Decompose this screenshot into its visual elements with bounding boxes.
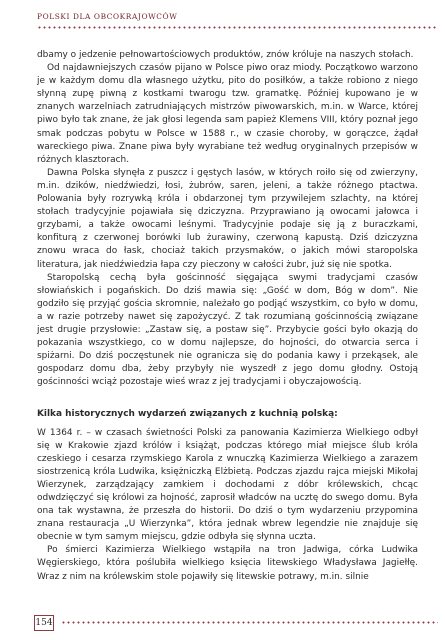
paragraph: Dawna Polska słynęła z puszcz i gęstych lasów, w których roiło się od zwierzyny, m.in. dzików, niedźwiedzi, łosi, żubrów, saren, jeleni, a także różnego ptactwa. Polowania były rozrywką króla i obdarzonej tym przywilejem szlachty, na której stołach tradycyjnie pojawiała się dziczyzna. Przyprawiano ją owocami jałowca i grzybami, a także owocami leśnymi. Tradycyjnie podaje się ją z buraczkami, konfiturą z czerwonej borówki lub żurawiny, czerwoną kapustą. Dziś dziczyzna znowu wraca do łask, chociaż takich przysmaków, o jakich mówi staropolska literatura, jak niedźwiedzia łapa czy pieczony w całości żubr, już się nie spotka. bbox=[37, 167, 418, 270]
paragraph: dbamy o jedzenie pełnowartościowych produktów, znów króluje na naszych stołach. bbox=[37, 50, 414, 60]
page-body bbox=[37, 49, 418, 584]
paragraph: Od najdawniejszych czasów pijano w Polsce piwo oraz miody. Początkowo warzono je w każdym domu dla własnego użytku, pito do posiłków, a także robiono z niego słynną zupę piwną z kostkami twarogu tzw. gramatkę. Później kupowano je w znanych warzelniach zatrudniających mistrzów piwowarskich, m.in. w Warce, której piwo było tak znane, że jak głosi legenda sam papież Klemens VIII, który poznał jego smak podczas pobytu w Polsce w 1588 r., w czasie choroby, w gorączce, żądał wareckiego piwa. Znane piwa były wyrabiane też według oryginalnych przepisów w różnych klasztorach. bbox=[37, 63, 418, 165]
running-title: POLSKI DLA OBCOKRAJOWCÓW bbox=[37, 12, 178, 21]
paragraph: Staropolską cechą była gościnność sięgająca swymi tradycjami czasów słowiańskich i pogańskich. Do dziś mawia się: „Gość w dom, Bóg w dom”. Nie godziło się przyjąć gościa skromnie, należało go podjąć wszystkim, co było w domu, a w razie potrzeby nawet się zapożyczyć. Z tak rozumianą gościnnością związane jest drugie przysłowie: „Zastaw się, a postaw się”. Przybycie gości było okazją do pokazania wszystkiego, co w domu najlepsze, do hojności, do otwarcia serca i spiżarni. Do dziś poczęstunek nie ogranicza się do podania kawy i przekąsek, ale gospodarz domu dba, żeby przybyły nie wyszedł z jego domu głodny. Ostoją gościnności wciąż pozostaje wieś wraz z jej tradycjami i obyczajowością. bbox=[37, 272, 418, 388]
footer-dotted-rule bbox=[61, 621, 438, 624]
page-header bbox=[37, 12, 437, 29]
page-footer bbox=[34, 615, 438, 631]
paragraph: Po śmierci Kazimierza Wielkiego wstąpiła na tron Jadwiga, córka Ludwika Węgierskiego, która poślubiła wielkiego księcia litewskiego Władysława Jagiełłę. Wraz z nim na królewskim stole pojawiły się litewskie potrawy, m.in. silnie bbox=[37, 545, 418, 582]
header-dotted-rule bbox=[37, 26, 437, 29]
paragraph: W 1364 r. – w czasach świetności Polski za panowania Kazimierza Wielkiego odbył się w Krakowie zjazd królów i książąt, podczas którego miał miejsce ślub króla czeskiego i cesarza rzymskiego Karola z wnuczką Kazimierza Wielkiego a zarazem siostrzenicą króla Ludwika, księżniczką Elżbietą. Podczas zjazdu rajca miejski Mikołaj Wierzynek, zarządzający zamkiem i dochodami z dóbr królewskich, chcąc odwdzięczyć się królowi za hojność, zaprosił władców na ucztę do swego domu. Była ona tak wystawna, że przeszła do historii. Do dziś o tym wydarzeniu przypomina znana restauracja „U Wierzynka”, która jednak wbrew legendzie nie znajduje się obecnie w tym samym miejscu, gdzie odbyła się słynna uczta. bbox=[37, 427, 418, 543]
section-heading: Kilka historycznych wydarzeń związanych z kuchnią polską: bbox=[37, 409, 338, 420]
page-number: 154 bbox=[34, 615, 54, 631]
